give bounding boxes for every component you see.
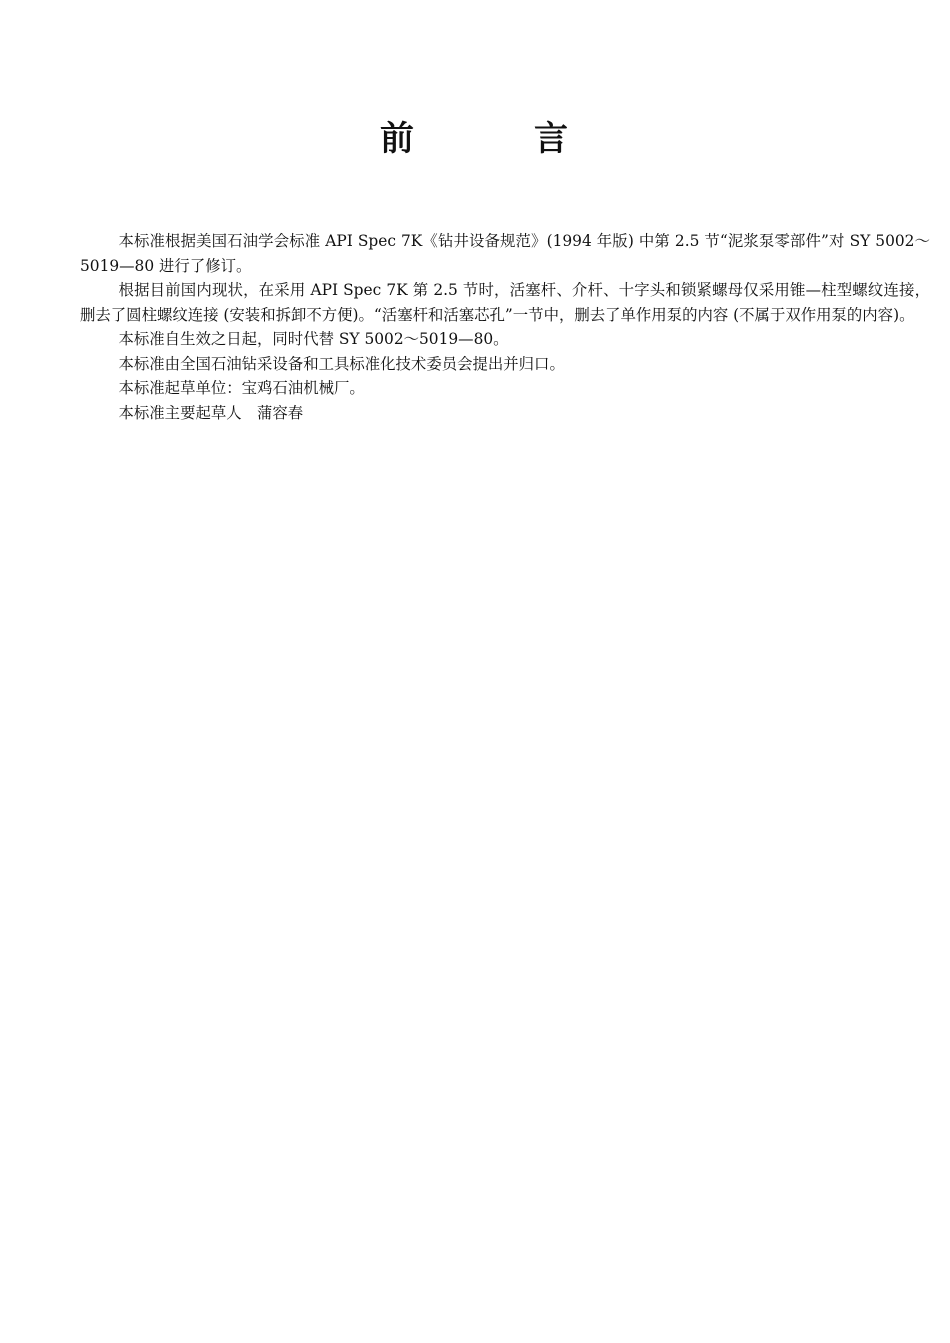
paragraph-adoption-notes: 根据目前国内现状，在采用 API Spec 7K 第 2.5 节时，活塞杆、介杆、十字头和锁紧螺母仅采用锥—柱型螺纹连接，删去了圆柱螺纹连接 (安装和拆卸不方便)。“活塞杆和活塞芯孔”一节中，删去了单作用泵的内容 (不属于双作用泵的内容)。 [80, 281, 930, 324]
page-title [0, 119, 950, 159]
paragraph-drafting-unit: 本标准起草单位：宝鸡石油机械厂。 [118, 379, 365, 397]
paragraph-drafter: 本标准主要起草人 蒲容春 [118, 403, 304, 422]
document-body [80, 229, 930, 425]
paragraph-replacement: 本标准自生效之日起，同时代替 SY 5002～5019—80。 [118, 330, 509, 348]
paragraph-revision-basis: 本标准根据美国石油学会标准 API Spec 7K《钻井设备规范》(1994 年版) 中第 2.5 节“泥浆泵零部件”对 SY 5002～5019—80 进行了修订。 [80, 232, 930, 275]
page-title-char: 言 [534, 119, 570, 159]
paragraph-proposer: 本标准由全国石油钻采设备和工具标准化技术委员会提出并归口。 [118, 354, 565, 373]
page-title-char: 前 [380, 119, 416, 159]
